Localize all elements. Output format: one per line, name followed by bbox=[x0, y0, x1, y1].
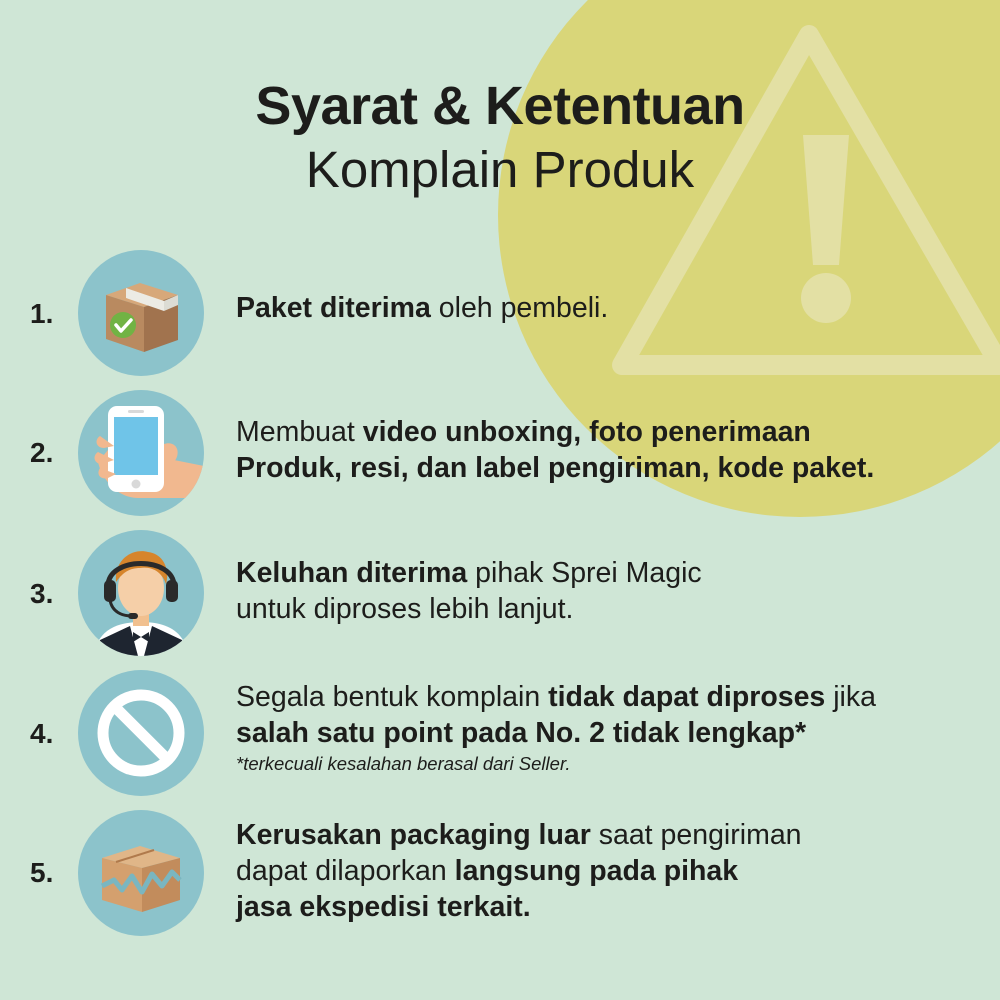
step-3-text-part: pihak Sprei Magic bbox=[467, 557, 702, 589]
customer-service-agent-icon bbox=[78, 530, 204, 656]
step-2-number: 2. bbox=[30, 437, 54, 468]
step-5-text bbox=[236, 817, 986, 925]
step-2-text bbox=[236, 414, 986, 486]
step-5-text-part: dapat dilaporkan bbox=[236, 855, 455, 887]
step-2-text-part: Produk, resi, dan label pengiriman, kode paket. bbox=[236, 452, 875, 484]
step-3-text bbox=[236, 555, 986, 627]
step-4-text-part: tidak dapat diproses bbox=[548, 681, 826, 713]
damaged-box-icon bbox=[78, 810, 204, 936]
step-5-icon-circle bbox=[78, 810, 204, 936]
step-4-icon-circle bbox=[78, 670, 204, 796]
step-5-number: 5. bbox=[30, 857, 54, 888]
step-5-text-part: jasa ekspedisi terkait. bbox=[236, 891, 531, 923]
hand-smartphone-icon bbox=[78, 390, 204, 516]
step-4-text-part: Segala bentuk komplain bbox=[236, 681, 549, 713]
step-5-text-part: Kerusakan packaging luar bbox=[236, 819, 591, 851]
step-1-number: 1. bbox=[30, 298, 54, 329]
prohibited-icon bbox=[78, 670, 204, 796]
step-2-text-part: video unboxing, foto penerimaan bbox=[362, 416, 811, 448]
step-1-icon-circle bbox=[78, 250, 204, 376]
step-1-text-part: oleh pembeli. bbox=[430, 292, 609, 324]
step-4-number: 4. bbox=[30, 718, 54, 749]
step-4-text bbox=[236, 679, 986, 777]
page-subtitle: Komplain Produk bbox=[305, 141, 695, 198]
step-2-icon-circle bbox=[78, 390, 204, 516]
step-4-text-part: salah satu point pada No. 2 tidak lengkap* bbox=[236, 717, 807, 749]
step-3-icon-circle bbox=[78, 530, 204, 656]
step-5-text-part: langsung pada pihak bbox=[454, 855, 739, 887]
step-4-text-part: jika bbox=[825, 681, 876, 713]
step-1-text-part: Paket diterima bbox=[236, 292, 431, 324]
package-check-icon bbox=[78, 250, 204, 376]
step-1-text bbox=[236, 290, 986, 326]
step-5-text-part: saat pengiriman bbox=[590, 819, 802, 851]
page-title: Syarat & Ketentuan bbox=[255, 76, 745, 136]
step-3-text-part: untuk diproses lebih lanjut. bbox=[236, 593, 574, 625]
step-3-text-part: Keluhan diterima bbox=[236, 557, 468, 589]
step-4-note: *terkecuali kesalahan berasal dari Seller. bbox=[236, 753, 571, 774]
step-2-text-part: Membuat bbox=[236, 416, 363, 448]
step-3-number: 3. bbox=[30, 578, 54, 609]
